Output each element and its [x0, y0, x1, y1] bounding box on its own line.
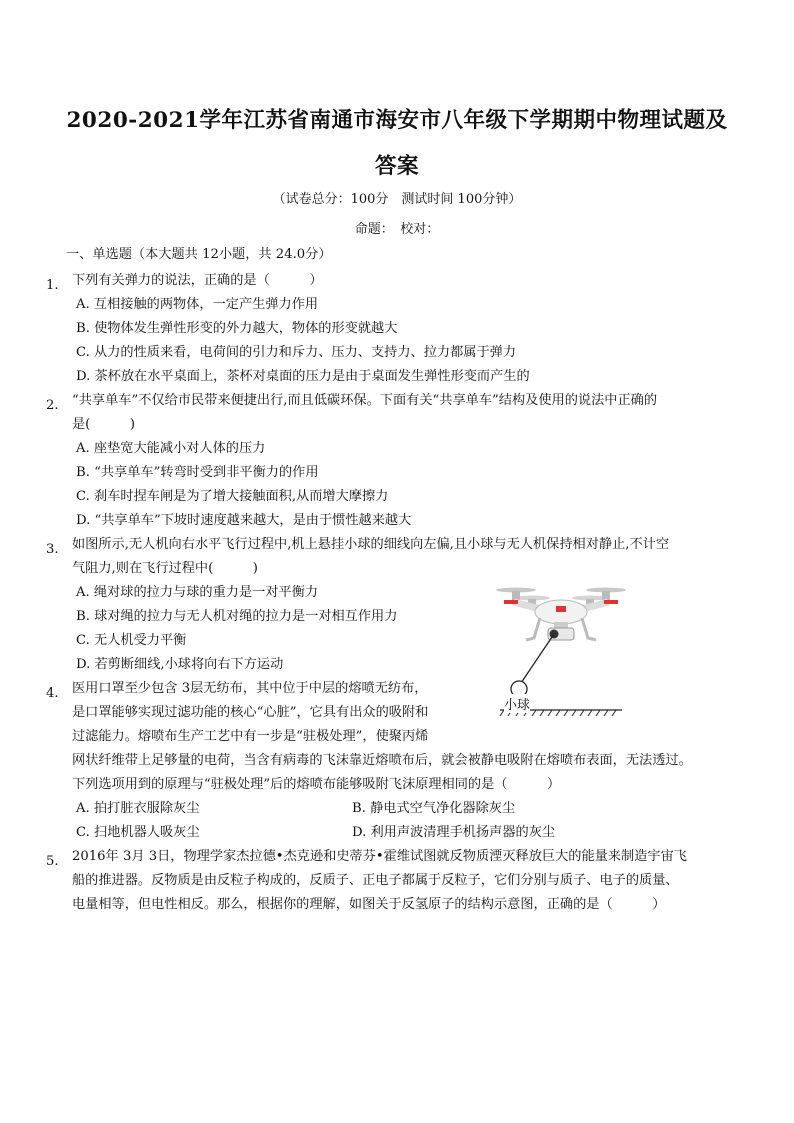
question-stem: 船的推进器。反物质是由反粒子构成的，反质子、正电子都属于反粒子，它们分别与质子、电子的质量、: [72, 873, 679, 888]
question-stem: “共享单车”不仅给市民带来便捷出行,而且低碳环保。下面有关“共享单车”结构及使用的说法中正确的: [72, 393, 658, 408]
question-stem: 下列选项用到的原理与“驻极处理”后的熔喷布能够吸附飞沫原理相同的是（ ）: [72, 777, 561, 792]
question-stem: 电量相等，但电性相反。那么，根据你的理解，如图关于反氢原子的结构示意图，正确的是（ ）: [72, 897, 666, 912]
question-stem: 如图所示,无人机向右水平飞行过程中,机上悬挂小球的细线向左偏,且小球与无人机保持相对静止,不计空: [72, 537, 670, 552]
option-c: C. 刹车时捏车闸是为了增大接触面积,从而增大摩擦力: [76, 489, 389, 504]
option-d: D. 茶杯放在水平桌面上，茶杯对桌面的压力是由于桌面发生弹性形变而产生的: [76, 369, 530, 384]
exam-info: （试卷总分：100分 测试时间 100分钟）: [272, 192, 522, 207]
question-number: 5.: [46, 854, 59, 869]
document-title: 2020-2021学年江苏省南通市海安市八年级下学期期中物理试题及答案: [66, 108, 728, 179]
option-d: D. 若剪断细线,小球将向右下方运动: [76, 657, 284, 672]
option-a: A. 绳对球的拉力与球的重力是一对平衡力: [76, 585, 319, 600]
question-stem: 是口罩能够实现过滤功能的核心“心脏”，它具有出众的吸附和: [72, 705, 429, 720]
option-b: B. 使物体发生弹性形变的外力越大，物体的形变就越大: [76, 321, 398, 336]
question-stem: 医用口罩至少包含 3层无纺布，其中位于中层的熔喷无纺布，: [72, 681, 428, 696]
option-a: A. 互相接触的两物体，一定产生弹力作用: [76, 297, 319, 312]
question-number: 1.: [46, 278, 59, 293]
question-stem: 下列有关弹力的说法，正确的是（ ）: [72, 273, 323, 288]
option-b: B. 球对绳的拉力与无人机对绳的拉力是一对相互作用力: [76, 609, 398, 624]
question-stem: 过滤能力。熔喷布生产工艺中有一步是“驻极处理”，使聚丙烯: [72, 729, 429, 744]
ball-label: 小球: [504, 694, 530, 713]
option-d: D. “共享单车”下坡时速度越来越大，是由于惯性越来越大: [76, 513, 412, 528]
question-stem: 2016年 3月 3日，物理学家杰拉德•杰克逊和史蒂芬•霍维试图就反物质湮灭释放巨大的能量来制造宇宙飞: [72, 849, 687, 864]
option-c: C. 从力的性质来看，电荷间的引力和斥力、压力、支持力、拉力都属于弹力: [76, 345, 517, 360]
question-stem: 网状纤维带上足够量的电荷，当含有病毒的飞沫靠近熔喷布后，就会被静电吸附在熔喷布表面，无法透过。: [72, 753, 692, 768]
question-number: 2.: [46, 398, 59, 413]
question-stem: 气阻力,则在飞行过程中( ): [72, 561, 258, 576]
option-b: B. “共享单车”转弯时受到非平衡力的作用: [76, 465, 319, 480]
question-stem: 是( ): [72, 417, 136, 432]
author-line: 命题： 校对：: [354, 222, 440, 237]
option-c: C. 扫地机器人吸灰尘: [76, 825, 200, 840]
option-b: B. 静电式空气净化器除灰尘: [352, 801, 516, 816]
option-d: D. 利用声波清理手机扬声器的灰尘: [352, 825, 556, 840]
section-heading: 一、单选题（本大题共 12小题，共 24.0分）: [66, 247, 332, 262]
option-a: A. 拍打脏衣服除灰尘: [76, 801, 200, 816]
question-number: 3.: [46, 542, 59, 557]
option-c: C. 无人机受力平衡: [76, 633, 187, 648]
option-a: A. 座垫宽大能减小对人体的压力: [76, 441, 266, 456]
drone-figure: [494, 582, 634, 732]
question-number: 4.: [46, 686, 59, 701]
